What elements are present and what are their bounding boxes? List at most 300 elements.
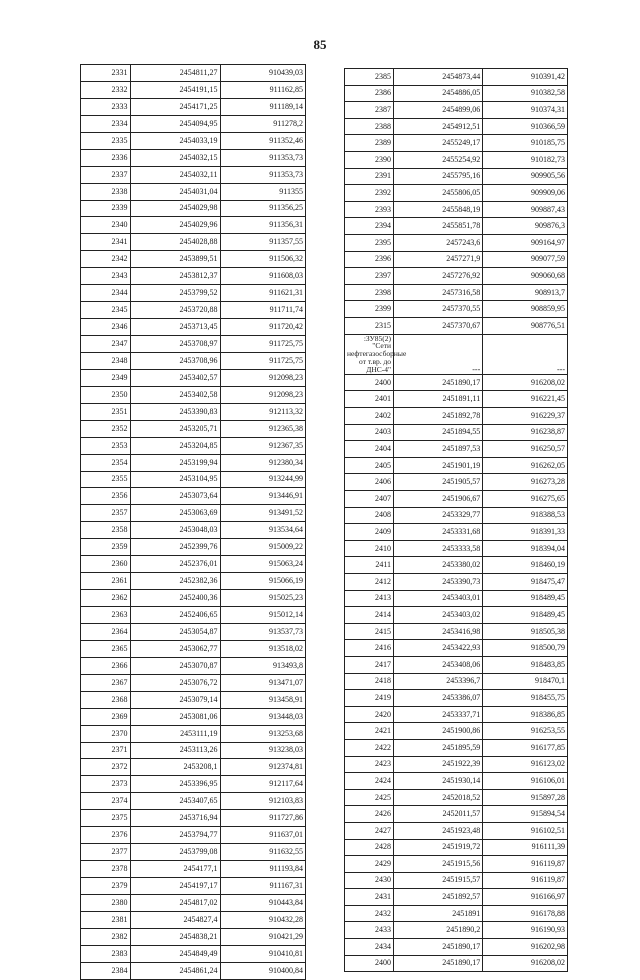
table-row xyxy=(81,844,306,861)
table-row xyxy=(81,488,306,505)
table-row xyxy=(81,65,306,82)
point-number-cell: 2417 xyxy=(345,656,394,673)
table-row xyxy=(345,185,568,202)
x-coordinate-cell: 2451890,17 xyxy=(394,939,483,956)
y-coordinate-cell: 916119,87 xyxy=(483,856,568,873)
x-coordinate-cell: 2451895,59 xyxy=(394,739,483,756)
table-row xyxy=(81,183,306,200)
x-coordinate-cell: 2453794,77 xyxy=(130,827,220,844)
x-coordinate-cell: 2453716,94 xyxy=(130,810,220,827)
point-number-cell: 2398 xyxy=(345,284,394,301)
y-coordinate-cell: 918386,85 xyxy=(483,706,568,723)
table-row xyxy=(81,911,306,928)
point-number-cell: 2372 xyxy=(81,759,131,776)
x-coordinate-cell: 2453113,26 xyxy=(130,742,220,759)
x-coordinate-cell: 2453054,87 xyxy=(130,623,220,640)
y-coordinate-cell: 916275,65 xyxy=(483,491,568,508)
x-coordinate-cell: 2453073,64 xyxy=(130,488,220,505)
table-row xyxy=(345,939,568,956)
table-row xyxy=(345,739,568,756)
point-number-cell: 2335 xyxy=(81,132,131,149)
point-number-cell: 2420 xyxy=(345,706,394,723)
table-row xyxy=(81,302,306,319)
point-number-cell: 2337 xyxy=(81,166,131,183)
y-coordinate-cell: 916102,51 xyxy=(483,822,568,839)
y-coordinate-cell: 913493,8 xyxy=(220,657,306,674)
table-row xyxy=(345,301,568,318)
table-row xyxy=(81,386,306,403)
point-number-cell: 2350 xyxy=(81,386,131,403)
table-row xyxy=(345,408,568,425)
table-row xyxy=(81,827,306,844)
x-coordinate-cell: 2454171,25 xyxy=(130,98,220,115)
y-coordinate-cell: 908859,95 xyxy=(483,301,568,318)
y-coordinate-cell: 911193,84 xyxy=(220,861,306,878)
y-coordinate-cell: 913458,91 xyxy=(220,691,306,708)
y-coordinate-cell: 915897,28 xyxy=(483,789,568,806)
table-row xyxy=(345,168,568,185)
point-number-cell: 2363 xyxy=(81,607,131,624)
table-row xyxy=(81,420,306,437)
y-coordinate-cell: 912365,38 xyxy=(220,420,306,437)
x-coordinate-cell: 2454849,49 xyxy=(130,945,220,962)
y-coordinate-cell: 918489,45 xyxy=(483,590,568,607)
point-number-cell: 2401 xyxy=(345,391,394,408)
table-row xyxy=(81,742,306,759)
point-number-cell: 2396 xyxy=(345,251,394,268)
table-row xyxy=(81,471,306,488)
point-number-cell: 2358 xyxy=(81,522,131,539)
x-coordinate-cell: 2455848,19 xyxy=(394,201,483,218)
point-number-cell: 2397 xyxy=(345,268,394,285)
x-coordinate-cell: 2454811,27 xyxy=(130,65,220,82)
y-coordinate-cell: --- xyxy=(483,334,568,374)
x-coordinate-cell: 2455249,17 xyxy=(394,135,483,152)
x-coordinate-cell: 2451919,72 xyxy=(394,839,483,856)
table-row xyxy=(81,607,306,624)
x-coordinate-cell: 2451891 xyxy=(394,905,483,922)
page-number: 85 xyxy=(313,37,327,52)
table-row xyxy=(81,657,306,674)
x-coordinate-cell: 2453390,73 xyxy=(394,574,483,591)
point-number-cell: 2426 xyxy=(345,806,394,823)
y-coordinate-cell: 911353,73 xyxy=(220,166,306,183)
y-coordinate-cell: 913537,73 xyxy=(220,623,306,640)
table-row xyxy=(345,607,568,624)
x-coordinate-cell: 2453062,77 xyxy=(130,640,220,657)
x-coordinate-cell: 2455851,78 xyxy=(394,218,483,235)
table-row xyxy=(345,218,568,235)
x-coordinate-cell: 2453396,95 xyxy=(130,776,220,793)
y-coordinate-cell: 916262,05 xyxy=(483,457,568,474)
point-number-cell: 2347 xyxy=(81,336,131,353)
y-coordinate-cell: 916221,45 xyxy=(483,391,568,408)
point-number-cell: 2332 xyxy=(81,81,131,98)
point-number-cell: 2331 xyxy=(81,65,131,82)
table-row xyxy=(81,403,306,420)
y-coordinate-cell: 911506,32 xyxy=(220,251,306,268)
point-number-cell: 2412 xyxy=(345,574,394,591)
table-row xyxy=(345,574,568,591)
point-number-cell: 2370 xyxy=(81,725,131,742)
point-number-cell: 2403 xyxy=(345,424,394,441)
table-row xyxy=(81,336,306,353)
table-row xyxy=(345,85,568,102)
table-row xyxy=(81,640,306,657)
table-row xyxy=(81,268,306,285)
y-coordinate-cell: 912380,34 xyxy=(220,454,306,471)
table-row xyxy=(345,839,568,856)
x-coordinate-cell: 2453063,69 xyxy=(130,505,220,522)
point-number-cell: 2422 xyxy=(345,739,394,756)
y-coordinate-cell: 910410,81 xyxy=(220,945,306,962)
y-coordinate-cell: 918500,79 xyxy=(483,640,568,657)
x-coordinate-cell: 2451915,56 xyxy=(394,856,483,873)
table-row xyxy=(345,441,568,458)
x-coordinate-cell: 2453081,06 xyxy=(130,708,220,725)
point-number-cell: 2368 xyxy=(81,691,131,708)
point-number-cell: 2399 xyxy=(345,301,394,318)
point-number-cell: 2434 xyxy=(345,939,394,956)
table-row xyxy=(81,251,306,268)
table-row xyxy=(345,773,568,790)
y-coordinate-cell: 913518,02 xyxy=(220,640,306,657)
x-coordinate-cell: 2457276,92 xyxy=(394,268,483,285)
y-coordinate-cell: 916106,01 xyxy=(483,773,568,790)
y-coordinate-cell: 918475,47 xyxy=(483,574,568,591)
x-coordinate-cell: 2454032,11 xyxy=(130,166,220,183)
y-coordinate-cell: 910366,59 xyxy=(483,118,568,135)
y-coordinate-cell: 916273,28 xyxy=(483,474,568,491)
y-coordinate-cell: 911632,55 xyxy=(220,844,306,861)
y-coordinate-cell: 916238,87 xyxy=(483,424,568,441)
x-coordinate-cell: 2453380,02 xyxy=(394,557,483,574)
table-row xyxy=(81,234,306,251)
x-coordinate-cell: 2452018,52 xyxy=(394,789,483,806)
y-coordinate-cell: 910443,84 xyxy=(220,894,306,911)
point-number-cell: 2387 xyxy=(345,102,394,119)
y-coordinate-cell: 915025,23 xyxy=(220,590,306,607)
x-coordinate-cell: 2454029,98 xyxy=(130,200,220,217)
y-coordinate-cell: 918394,04 xyxy=(483,540,568,557)
y-coordinate-cell: 910185,75 xyxy=(483,135,568,152)
point-number-cell: 2386 xyxy=(345,85,394,102)
table-row xyxy=(81,285,306,302)
y-coordinate-cell: 912098,23 xyxy=(220,386,306,403)
table-row xyxy=(345,889,568,906)
point-number-cell: 2376 xyxy=(81,827,131,844)
table-row xyxy=(81,437,306,454)
y-coordinate-cell: 910382,58 xyxy=(483,85,568,102)
y-coordinate-cell: 916208,02 xyxy=(483,374,568,391)
y-coordinate-cell: 910374,31 xyxy=(483,102,568,119)
point-number-cell: 2419 xyxy=(345,690,394,707)
point-number-cell: 2430 xyxy=(345,872,394,889)
table-row xyxy=(345,251,568,268)
y-coordinate-cell: 913238,03 xyxy=(220,742,306,759)
y-coordinate-cell: 909060,68 xyxy=(483,268,568,285)
y-coordinate-cell: 909905,56 xyxy=(483,168,568,185)
x-coordinate-cell: 2453208,1 xyxy=(130,759,220,776)
x-coordinate-cell: 2454838,21 xyxy=(130,928,220,945)
table-row xyxy=(345,706,568,723)
point-number-cell: 2404 xyxy=(345,441,394,458)
y-coordinate-cell: 913253,68 xyxy=(220,725,306,742)
x-coordinate-cell: 2457243,6 xyxy=(394,234,483,251)
x-coordinate-cell: 2453333,58 xyxy=(394,540,483,557)
point-number-cell: 2431 xyxy=(345,889,394,906)
point-number-cell: 2421 xyxy=(345,723,394,740)
point-number-cell: 2423 xyxy=(345,756,394,773)
point-number-cell: 2369 xyxy=(81,708,131,725)
x-coordinate-cell: 2457271,9 xyxy=(394,251,483,268)
table-row xyxy=(345,690,568,707)
x-coordinate-cell: 2453079,14 xyxy=(130,691,220,708)
point-number-cell: 2341 xyxy=(81,234,131,251)
table-row xyxy=(81,352,306,369)
y-coordinate-cell: 918455,75 xyxy=(483,690,568,707)
table-row xyxy=(81,556,306,573)
x-coordinate-cell: 2453407,65 xyxy=(130,793,220,810)
point-number-cell: 2408 xyxy=(345,507,394,524)
point-number-cell: 2393 xyxy=(345,201,394,218)
y-coordinate-cell: 909876,3 xyxy=(483,218,568,235)
table-row xyxy=(345,69,568,86)
point-number-cell: 2373 xyxy=(81,776,131,793)
y-coordinate-cell: 910182,73 xyxy=(483,151,568,168)
table-row xyxy=(345,234,568,251)
y-coordinate-cell: 912374,81 xyxy=(220,759,306,776)
table-row xyxy=(81,894,306,911)
y-coordinate-cell: 911608,03 xyxy=(220,268,306,285)
x-coordinate-cell: 2453076,72 xyxy=(130,674,220,691)
table-row xyxy=(345,524,568,541)
table-row xyxy=(345,673,568,690)
x-coordinate-cell: 2454861,24 xyxy=(130,962,220,979)
table-row xyxy=(345,806,568,823)
table-row xyxy=(81,759,306,776)
y-coordinate-cell: 916202,98 xyxy=(483,939,568,956)
table-row xyxy=(81,861,306,878)
point-number-cell: 2346 xyxy=(81,319,131,336)
table-row xyxy=(345,905,568,922)
y-coordinate-cell: 911162,85 xyxy=(220,81,306,98)
point-number-cell: 2411 xyxy=(345,557,394,574)
x-coordinate-cell: 2452376,01 xyxy=(130,556,220,573)
x-coordinate-cell: 2454817,02 xyxy=(130,894,220,911)
point-number-cell: 2394 xyxy=(345,218,394,235)
table-row xyxy=(345,955,568,972)
table-row xyxy=(81,115,306,132)
point-number-cell: 2366 xyxy=(81,657,131,674)
x-coordinate-cell: 2453799,08 xyxy=(130,844,220,861)
x-coordinate-cell: 2453337,71 xyxy=(394,706,483,723)
y-coordinate-cell: 916208,02 xyxy=(483,955,568,972)
x-coordinate-cell: 2453408,06 xyxy=(394,656,483,673)
point-number-cell: 2380 xyxy=(81,894,131,911)
x-coordinate-cell: 2451894,55 xyxy=(394,424,483,441)
section-label-row xyxy=(345,334,568,374)
y-coordinate-cell: 910400,84 xyxy=(220,962,306,979)
table-row xyxy=(81,200,306,217)
point-number-cell: 2424 xyxy=(345,773,394,790)
point-number-cell: 2333 xyxy=(81,98,131,115)
x-coordinate-cell: 2453720,88 xyxy=(130,302,220,319)
x-coordinate-cell: 2457370,67 xyxy=(394,317,483,334)
y-coordinate-cell: 911357,55 xyxy=(220,234,306,251)
y-coordinate-cell: 918470,1 xyxy=(483,673,568,690)
point-number-cell: 2352 xyxy=(81,420,131,437)
x-coordinate-cell: 2451900,86 xyxy=(394,723,483,740)
point-number-cell: 2405 xyxy=(345,457,394,474)
table-row xyxy=(81,81,306,98)
point-number-cell: 2428 xyxy=(345,839,394,856)
point-number-cell: 2343 xyxy=(81,268,131,285)
point-number-cell: 2390 xyxy=(345,151,394,168)
table-row xyxy=(345,268,568,285)
y-coordinate-cell: 911189,14 xyxy=(220,98,306,115)
y-coordinate-cell: 916178,88 xyxy=(483,905,568,922)
x-coordinate-cell: 2455795,16 xyxy=(394,168,483,185)
x-coordinate-cell: 2453708,97 xyxy=(130,336,220,353)
point-number-cell: 2351 xyxy=(81,403,131,420)
table-row xyxy=(345,374,568,391)
table-row xyxy=(81,369,306,386)
table-row xyxy=(81,928,306,945)
coordinates-table-left xyxy=(80,64,306,980)
y-coordinate-cell: 918505,38 xyxy=(483,623,568,640)
point-number-cell: 2378 xyxy=(81,861,131,878)
y-coordinate-cell: 918460,19 xyxy=(483,557,568,574)
point-number-cell: 2381 xyxy=(81,911,131,928)
x-coordinate-cell: 2453329,77 xyxy=(394,507,483,524)
point-number-cell: 2432 xyxy=(345,905,394,922)
x-coordinate-cell: 2453390,83 xyxy=(130,403,220,420)
y-coordinate-cell: 913448,03 xyxy=(220,708,306,725)
point-number-cell: 2353 xyxy=(81,437,131,454)
point-number-cell: 2344 xyxy=(81,285,131,302)
x-coordinate-cell: 2453403,01 xyxy=(394,590,483,607)
x-coordinate-cell: 2455806,05 xyxy=(394,185,483,202)
table-row xyxy=(81,623,306,640)
y-coordinate-cell: 909909,06 xyxy=(483,185,568,202)
table-row xyxy=(345,135,568,152)
table-row xyxy=(81,522,306,539)
x-coordinate-cell: 2453402,57 xyxy=(130,369,220,386)
y-coordinate-cell: 915894,54 xyxy=(483,806,568,823)
table-row xyxy=(81,962,306,979)
y-coordinate-cell: 911355 xyxy=(220,183,306,200)
y-coordinate-cell: 912103,83 xyxy=(220,793,306,810)
y-coordinate-cell: 916190,93 xyxy=(483,922,568,939)
y-coordinate-cell: 912367,35 xyxy=(220,437,306,454)
table-row xyxy=(81,725,306,742)
x-coordinate-cell: 2454873,44 xyxy=(394,69,483,86)
table-row xyxy=(81,149,306,166)
table-row xyxy=(81,708,306,725)
y-coordinate-cell: 912117,64 xyxy=(220,776,306,793)
x-coordinate-cell: 2453104,95 xyxy=(130,471,220,488)
table-row xyxy=(81,132,306,149)
table-row xyxy=(345,656,568,673)
table-row xyxy=(345,856,568,873)
y-coordinate-cell: 911356,25 xyxy=(220,200,306,217)
x-coordinate-cell: 2451890,2 xyxy=(394,922,483,939)
x-coordinate-cell: 2454094,95 xyxy=(130,115,220,132)
point-number-cell: 2410 xyxy=(345,540,394,557)
y-coordinate-cell: 918391,33 xyxy=(483,524,568,541)
x-coordinate-cell: 2453199,94 xyxy=(130,454,220,471)
x-coordinate-cell: 2451897,53 xyxy=(394,441,483,458)
table-row xyxy=(345,491,568,508)
x-coordinate-cell: 2454827,4 xyxy=(130,911,220,928)
point-number-cell: 2374 xyxy=(81,793,131,810)
table-row xyxy=(81,878,306,895)
x-coordinate-cell: 2451901,19 xyxy=(394,457,483,474)
point-number-cell: 2359 xyxy=(81,539,131,556)
y-coordinate-cell: 908913,7 xyxy=(483,284,568,301)
x-coordinate-cell: 2454191,15 xyxy=(130,81,220,98)
x-coordinate-cell: 2453070,87 xyxy=(130,657,220,674)
point-number-cell: 2385 xyxy=(345,69,394,86)
y-coordinate-cell: 910439,03 xyxy=(220,65,306,82)
x-coordinate-cell: 2451892,78 xyxy=(394,408,483,425)
x-coordinate-cell: 2451923,48 xyxy=(394,822,483,839)
table-row xyxy=(345,151,568,168)
x-coordinate-cell: 2453799,52 xyxy=(130,285,220,302)
point-number-cell: 2395 xyxy=(345,234,394,251)
point-number-cell: 2392 xyxy=(345,185,394,202)
y-coordinate-cell: 911711,74 xyxy=(220,302,306,319)
point-number-cell: 2433 xyxy=(345,922,394,939)
point-number-cell: 2342 xyxy=(81,251,131,268)
x-coordinate-cell: 2452011,57 xyxy=(394,806,483,823)
table-row xyxy=(345,756,568,773)
x-coordinate-cell: 2454033,19 xyxy=(130,132,220,149)
point-number-cell: 2338 xyxy=(81,183,131,200)
table-row xyxy=(81,98,306,115)
x-coordinate-cell: 2451905,57 xyxy=(394,474,483,491)
point-number-cell: 2339 xyxy=(81,200,131,217)
point-number-cell: 2409 xyxy=(345,524,394,541)
table-row xyxy=(345,507,568,524)
x-coordinate-cell: 2451891,11 xyxy=(394,391,483,408)
x-coordinate-cell: 2453403,02 xyxy=(394,607,483,624)
point-number-cell: 2382 xyxy=(81,928,131,945)
table-row xyxy=(81,945,306,962)
point-number-cell: 2365 xyxy=(81,640,131,657)
y-coordinate-cell: 916119,87 xyxy=(483,872,568,889)
y-coordinate-cell: 915066,19 xyxy=(220,573,306,590)
y-coordinate-cell: 918489,45 xyxy=(483,607,568,624)
x-coordinate-cell: 2453708,96 xyxy=(130,352,220,369)
x-coordinate-cell: 2454899,06 xyxy=(394,102,483,119)
x-coordinate-cell: 2453396,7 xyxy=(394,673,483,690)
point-number-cell: 2383 xyxy=(81,945,131,962)
table-row xyxy=(81,776,306,793)
point-number-cell: 2360 xyxy=(81,556,131,573)
x-coordinate-cell: 2452382,36 xyxy=(130,573,220,590)
point-number-cell: 2413 xyxy=(345,590,394,607)
x-coordinate-cell: --- xyxy=(394,334,483,374)
y-coordinate-cell: 908776,51 xyxy=(483,317,568,334)
y-coordinate-cell: 913534,64 xyxy=(220,522,306,539)
table-row xyxy=(345,284,568,301)
point-number-cell: 2406 xyxy=(345,474,394,491)
x-coordinate-cell: 2454029,96 xyxy=(130,217,220,234)
y-coordinate-cell: 912098,23 xyxy=(220,369,306,386)
y-coordinate-cell: 915009,22 xyxy=(220,539,306,556)
